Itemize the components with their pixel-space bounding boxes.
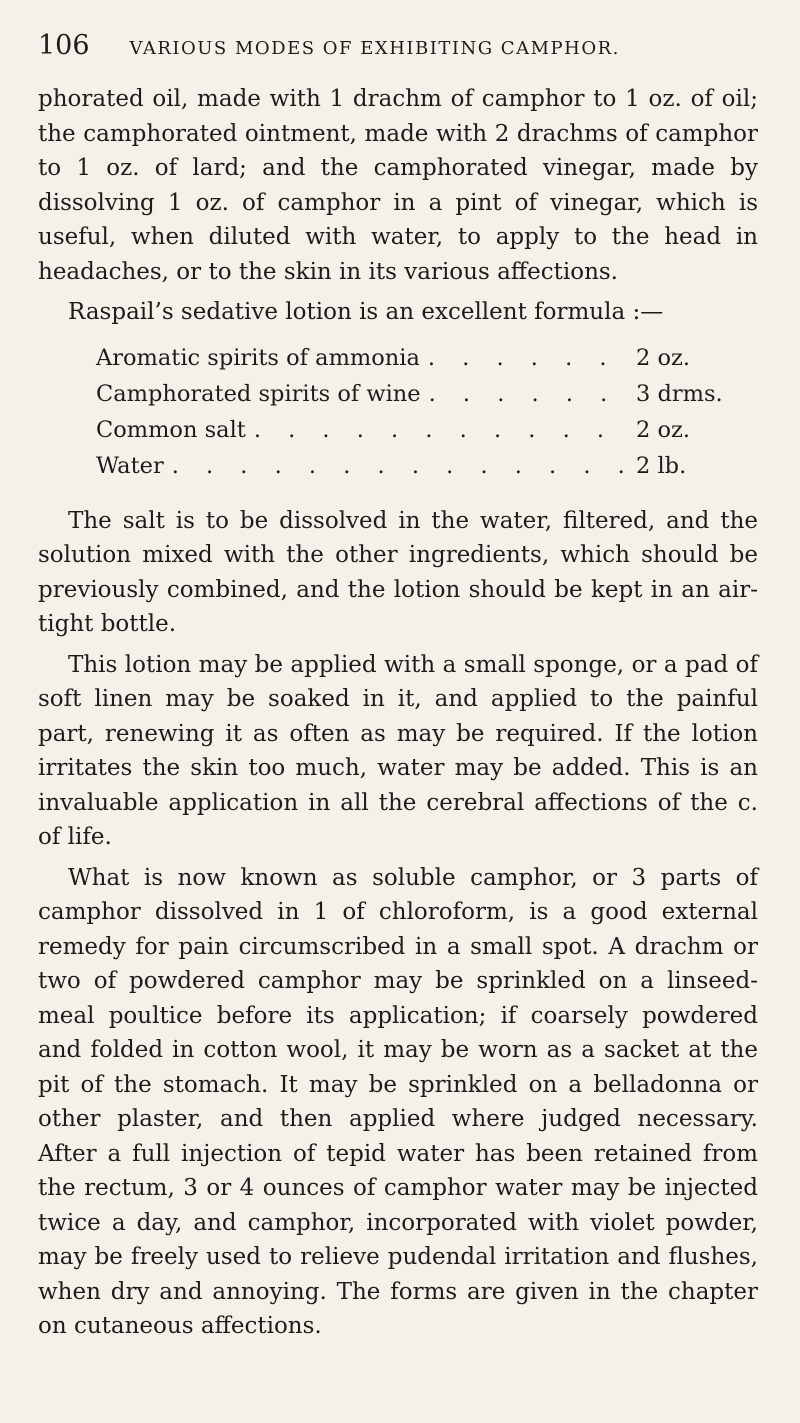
recipe-row	[96, 412, 746, 448]
paragraph-lotion-application: This lotion may be applied with a small sponge, or a pad of soft linen may be soaked in it, and applied to the painful part, renewing it as often as may be required. If the lotion irritates the skin too much, water may be added. This is an invaluable application in all the cerebral affections of the c. of life.	[38, 651, 758, 850]
ingredient-quantity: 3 drms.	[636, 380, 723, 407]
paragraph-raspail-intro: Raspail’s sedative lotion is an excellent formula :—	[68, 299, 664, 325]
ingredient-name: Water	[96, 452, 164, 479]
dot-leader	[172, 448, 628, 484]
paragraph-soluble-camphor: What is now known as soluble camphor, or 3 parts of camphor dissolved in 1 of chloroform, is a good external remedy for pain circumscribed in a small spot. A drachm or two of powdered camphor may be sprinkled on a linseed-meal poultice before its application; if coarsely powdered and folded in cotton wool, it may be worn as a sacket at the pit of the stomach. It may be sprinkled on a belladonna or other plaster, and then applied where judged necessary. After a full injection of tepid water has been retained from the rectum, 3 or 4 ounces of camphor water may be injected twice a day, and camphor, incorporated with violet powder, may be freely used to relieve pudendal irritation and flushes, when dry and annoying. The forms are given in the chapter on cutaneous affections.	[38, 864, 758, 1339]
paragraph-preparation-method: The salt is to be dissolved in the water, filtered, and the solution mixed with the other ingredients, which should be previously combined, and the lotion should be kept in an air-tight bottle.	[38, 507, 758, 637]
paragraph-camphorated-preparations: phorated oil, made with 1 drachm of camphor to 1 oz. of oil; the camphorated ointment, made with 2 drachms of camphor to 1 oz. of lard; and the camphorated vinegar, made by dissolving 1 oz. of camphor in a pint of vinegar, which is useful, when diluted with water, to apply to the head in headaches, or to the skin in its various affections.	[38, 86, 758, 285]
page-number: 106	[38, 30, 90, 61]
dot-leader	[254, 412, 628, 448]
dot-leader	[429, 376, 628, 412]
ingredient-quantity: 2 oz.	[636, 416, 691, 443]
recipe-row	[96, 448, 746, 484]
running-head: VARIOUS MODES OF EXHIBITING CAMPHOR.	[129, 38, 620, 59]
ingredient-quantity: 2 oz.	[636, 344, 691, 371]
dot-leader	[428, 340, 628, 376]
ingredient-name: Common salt	[96, 416, 246, 443]
recipe-row	[96, 376, 746, 412]
ingredient-name: Aromatic spirits of ammonia	[96, 344, 420, 371]
recipe-row	[96, 340, 746, 376]
page-header	[38, 30, 758, 74]
ingredient-quantity: 2 lb.	[636, 452, 687, 479]
ingredient-name: Camphorated spirits of wine	[96, 380, 421, 407]
recipe-table	[96, 340, 746, 484]
